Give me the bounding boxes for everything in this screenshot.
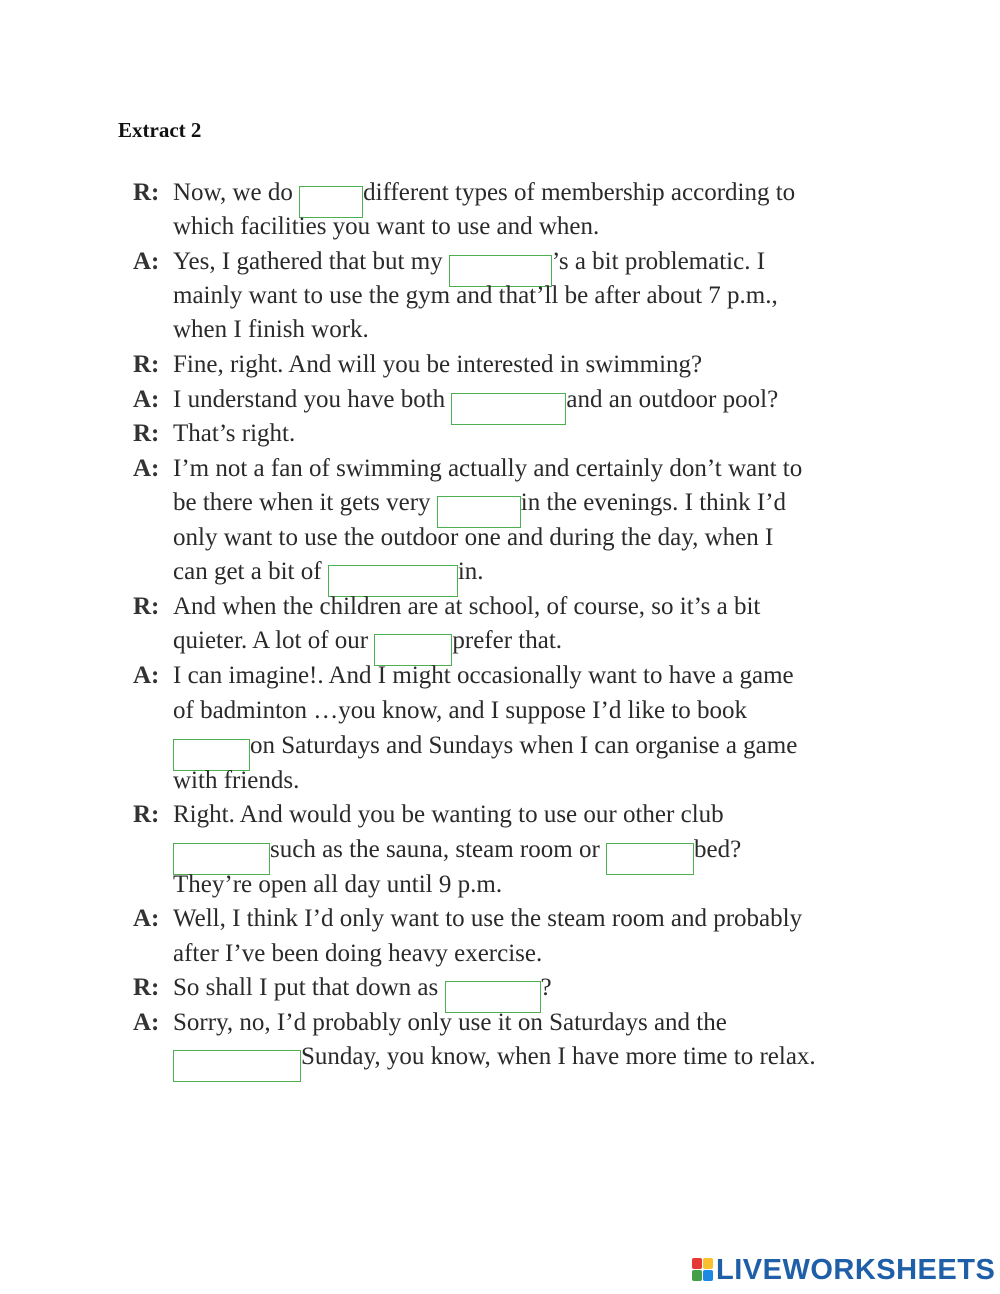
text-segment: which facilities you want to use and when. xyxy=(173,213,600,240)
text-segment: quieter. A lot of our xyxy=(173,627,375,654)
text-segment: different types of membership according to xyxy=(363,179,796,206)
answer-blank-3[interactable] xyxy=(451,393,566,425)
text-segment: can get a bit of xyxy=(173,558,328,585)
speaker-label: R: xyxy=(133,420,160,447)
text-segment: I’m not a fan of swimming actually and certainly don’t want to xyxy=(173,455,803,482)
dialogue-text xyxy=(173,694,747,728)
speaker-label: R: xyxy=(133,351,160,378)
speaker-label: R: xyxy=(133,179,160,206)
text-segment: Now, we do xyxy=(173,179,300,206)
speaker-label: A: xyxy=(133,662,160,689)
text-segment: prefer that. xyxy=(452,627,563,654)
dialogue-text xyxy=(173,417,295,451)
text-segment: They’re open all day until 9 p.m. xyxy=(173,871,503,898)
speaker-label: A: xyxy=(133,455,160,482)
text-segment: Right. And would you be wanting to use our other club xyxy=(173,801,724,828)
text-segment: bed? xyxy=(694,836,742,863)
liveworksheets-logo-text: LIVEWORKSHEETS xyxy=(716,1253,996,1286)
dialogue-text xyxy=(173,348,702,382)
speaker-label: A: xyxy=(133,905,160,932)
dialogue-text xyxy=(173,1006,727,1040)
dialogue-text xyxy=(173,659,794,693)
text-segment: Fine, right. And will you be interested in swimming? xyxy=(173,351,703,378)
text-segment: in the evenings. I think I’d xyxy=(520,489,787,516)
dialogue-text xyxy=(173,1040,816,1082)
dialogue-text xyxy=(173,937,542,971)
dialogue-text xyxy=(173,313,369,347)
text-segment: That’s right. xyxy=(173,420,296,447)
text-segment: mainly want to use the gym and that’ll be after about 7 p.m., xyxy=(173,282,778,309)
text-segment: Sorry, no, I’d probably only use it on Saturdays and the xyxy=(173,1009,727,1036)
text-segment: after I’ve been doing heavy exercise. xyxy=(173,940,543,967)
speaker-label: A: xyxy=(133,386,160,413)
answer-blank-9[interactable] xyxy=(606,843,694,875)
text-segment: such as the sauna, steam room or xyxy=(270,836,607,863)
text-segment: when I finish work. xyxy=(173,316,369,343)
liveworksheets-logo xyxy=(692,1255,995,1285)
text-segment: Sunday, you know, when I have more time to relax. xyxy=(301,1043,816,1070)
dialogue-text xyxy=(173,798,724,832)
dialogue-text xyxy=(173,210,599,244)
dialogue-text xyxy=(173,590,760,624)
dialogue-text xyxy=(173,521,773,555)
text-segment: I can imagine!. And I might occasionally want to have a game xyxy=(173,662,794,689)
text-segment: with friends. xyxy=(173,767,300,794)
text-segment: ’s a bit problematic. I xyxy=(551,248,766,275)
dialogue-text xyxy=(173,868,502,902)
liveworksheets-logo-icon xyxy=(692,1258,714,1282)
text-segment: only want to use the outdoor one and during the day, when I xyxy=(173,524,774,551)
speaker-label: R: xyxy=(133,593,160,620)
dialogue-text xyxy=(173,902,802,936)
speaker-label: A: xyxy=(133,1009,160,1036)
text-segment: And when the children are at school, of course, so it’s a bit xyxy=(173,593,761,620)
dialogue-text xyxy=(173,279,778,313)
text-segment: and an outdoor pool? xyxy=(566,386,779,413)
text-segment: Well, I think I’d only want to use the steam room and probably xyxy=(173,905,803,932)
speaker-label: R: xyxy=(133,801,160,828)
text-segment: on Saturdays and Sundays when I can organise a game xyxy=(250,732,798,759)
text-segment: Yes, I gathered that but my xyxy=(173,248,449,275)
speaker-label: R: xyxy=(133,974,160,1001)
text-segment: be there when it gets very xyxy=(173,489,437,516)
answer-blank-11[interactable] xyxy=(173,1050,301,1082)
text-segment: So shall I put that down as xyxy=(173,974,445,1001)
worksheet-heading: Extract 2 xyxy=(118,118,202,142)
dialogue-text xyxy=(173,764,299,798)
text-segment: of badminton …you know, and I suppose I’d like to book xyxy=(173,697,747,724)
text-segment: ? xyxy=(540,974,552,1001)
text-segment: in. xyxy=(457,558,484,585)
text-segment: I understand you have both xyxy=(173,386,452,413)
dialogue-text xyxy=(173,452,802,486)
speaker-label: A: xyxy=(133,248,160,275)
